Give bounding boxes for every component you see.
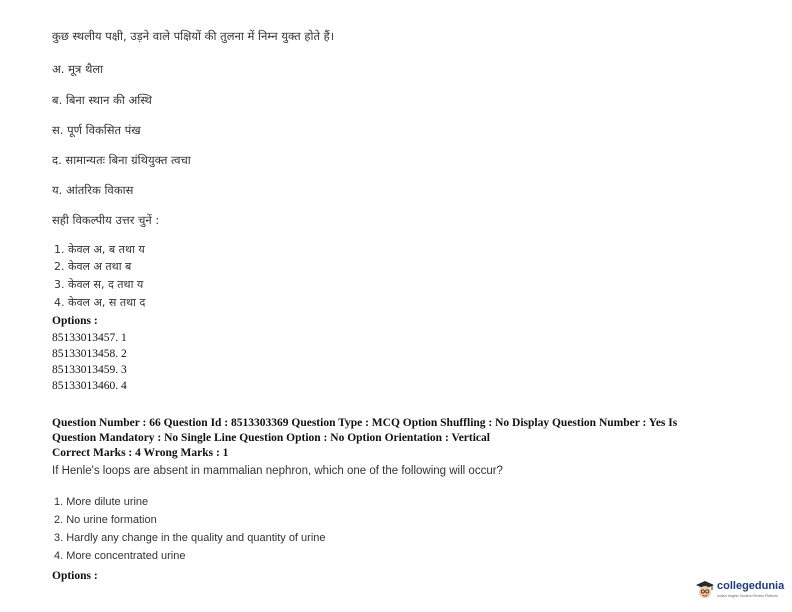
question-meta-line-1: Question Number : 66 Question Id : 8513303369 Question Type : MCQ Option Shuffling : No Display Question Number : Yes Is: [52, 417, 678, 429]
logo-tagline: India's largest Student Review Platform: [717, 594, 778, 598]
options-heading-2: Options :: [52, 570, 98, 582]
choice-1: 1. More dilute urine: [54, 496, 149, 508]
hindi-choice-2: 2. केवल अ तथा ब: [54, 260, 132, 273]
hindi-statement-e: य. आंतरिक विकास: [52, 183, 134, 197]
hindi-statement-c: स. पूर्ण विकसित पंख: [52, 123, 141, 137]
choice-3: 3. Hardly any change in the quality and quantity of urine: [54, 532, 326, 544]
hindi-question-stem: कुछ स्थलीय पक्षी, उड़ने वाले पक्षियों की तुलना में निम्न युक्त होते हैं।: [52, 29, 335, 43]
hindi-statement-a: अ. मूत्र थैला: [52, 62, 104, 76]
hindi-statement-d: द. सामान्यतः बिना ग्रंथियुक्त त्वचा: [52, 153, 191, 167]
graduate-mascot-icon: [694, 578, 716, 600]
hindi-statement-b: ब. बिना स्थान की अस्थि: [52, 93, 152, 107]
logo-name: collegedunia: [717, 580, 785, 592]
question-marks: Correct Marks : 4 Wrong Marks : 1: [52, 447, 229, 459]
option-id-2: 85133013458. 2: [52, 348, 127, 360]
hindi-choice-4: 4. केवल अ, स तथा द: [54, 296, 146, 309]
choice-2: 2. No urine formation: [54, 514, 157, 526]
question-stem: If Henle's loops are absent in mammalian nephron, which one of the following will occur?: [52, 465, 503, 477]
question-meta-line-2: Question Mandatory : No Single Line Question Option : No Option Orientation : Vertical: [52, 432, 490, 444]
choice-4: 4. More concentrated urine: [54, 550, 186, 562]
hindi-instruction: सही विकल्पीय उत्तर चुनें :: [52, 213, 160, 227]
option-id-4: 85133013460. 4: [52, 380, 127, 392]
hindi-choice-1: 1. केवल अ, ब तथा य: [54, 243, 145, 256]
hindi-choice-3: 3. केवल स, द तथा य: [54, 278, 144, 291]
options-heading: Options :: [52, 315, 98, 327]
option-id-1: 85133013457. 1: [52, 332, 127, 344]
option-id-3: 85133013459. 3: [52, 364, 127, 376]
collegedunia-logo: [694, 576, 788, 606]
